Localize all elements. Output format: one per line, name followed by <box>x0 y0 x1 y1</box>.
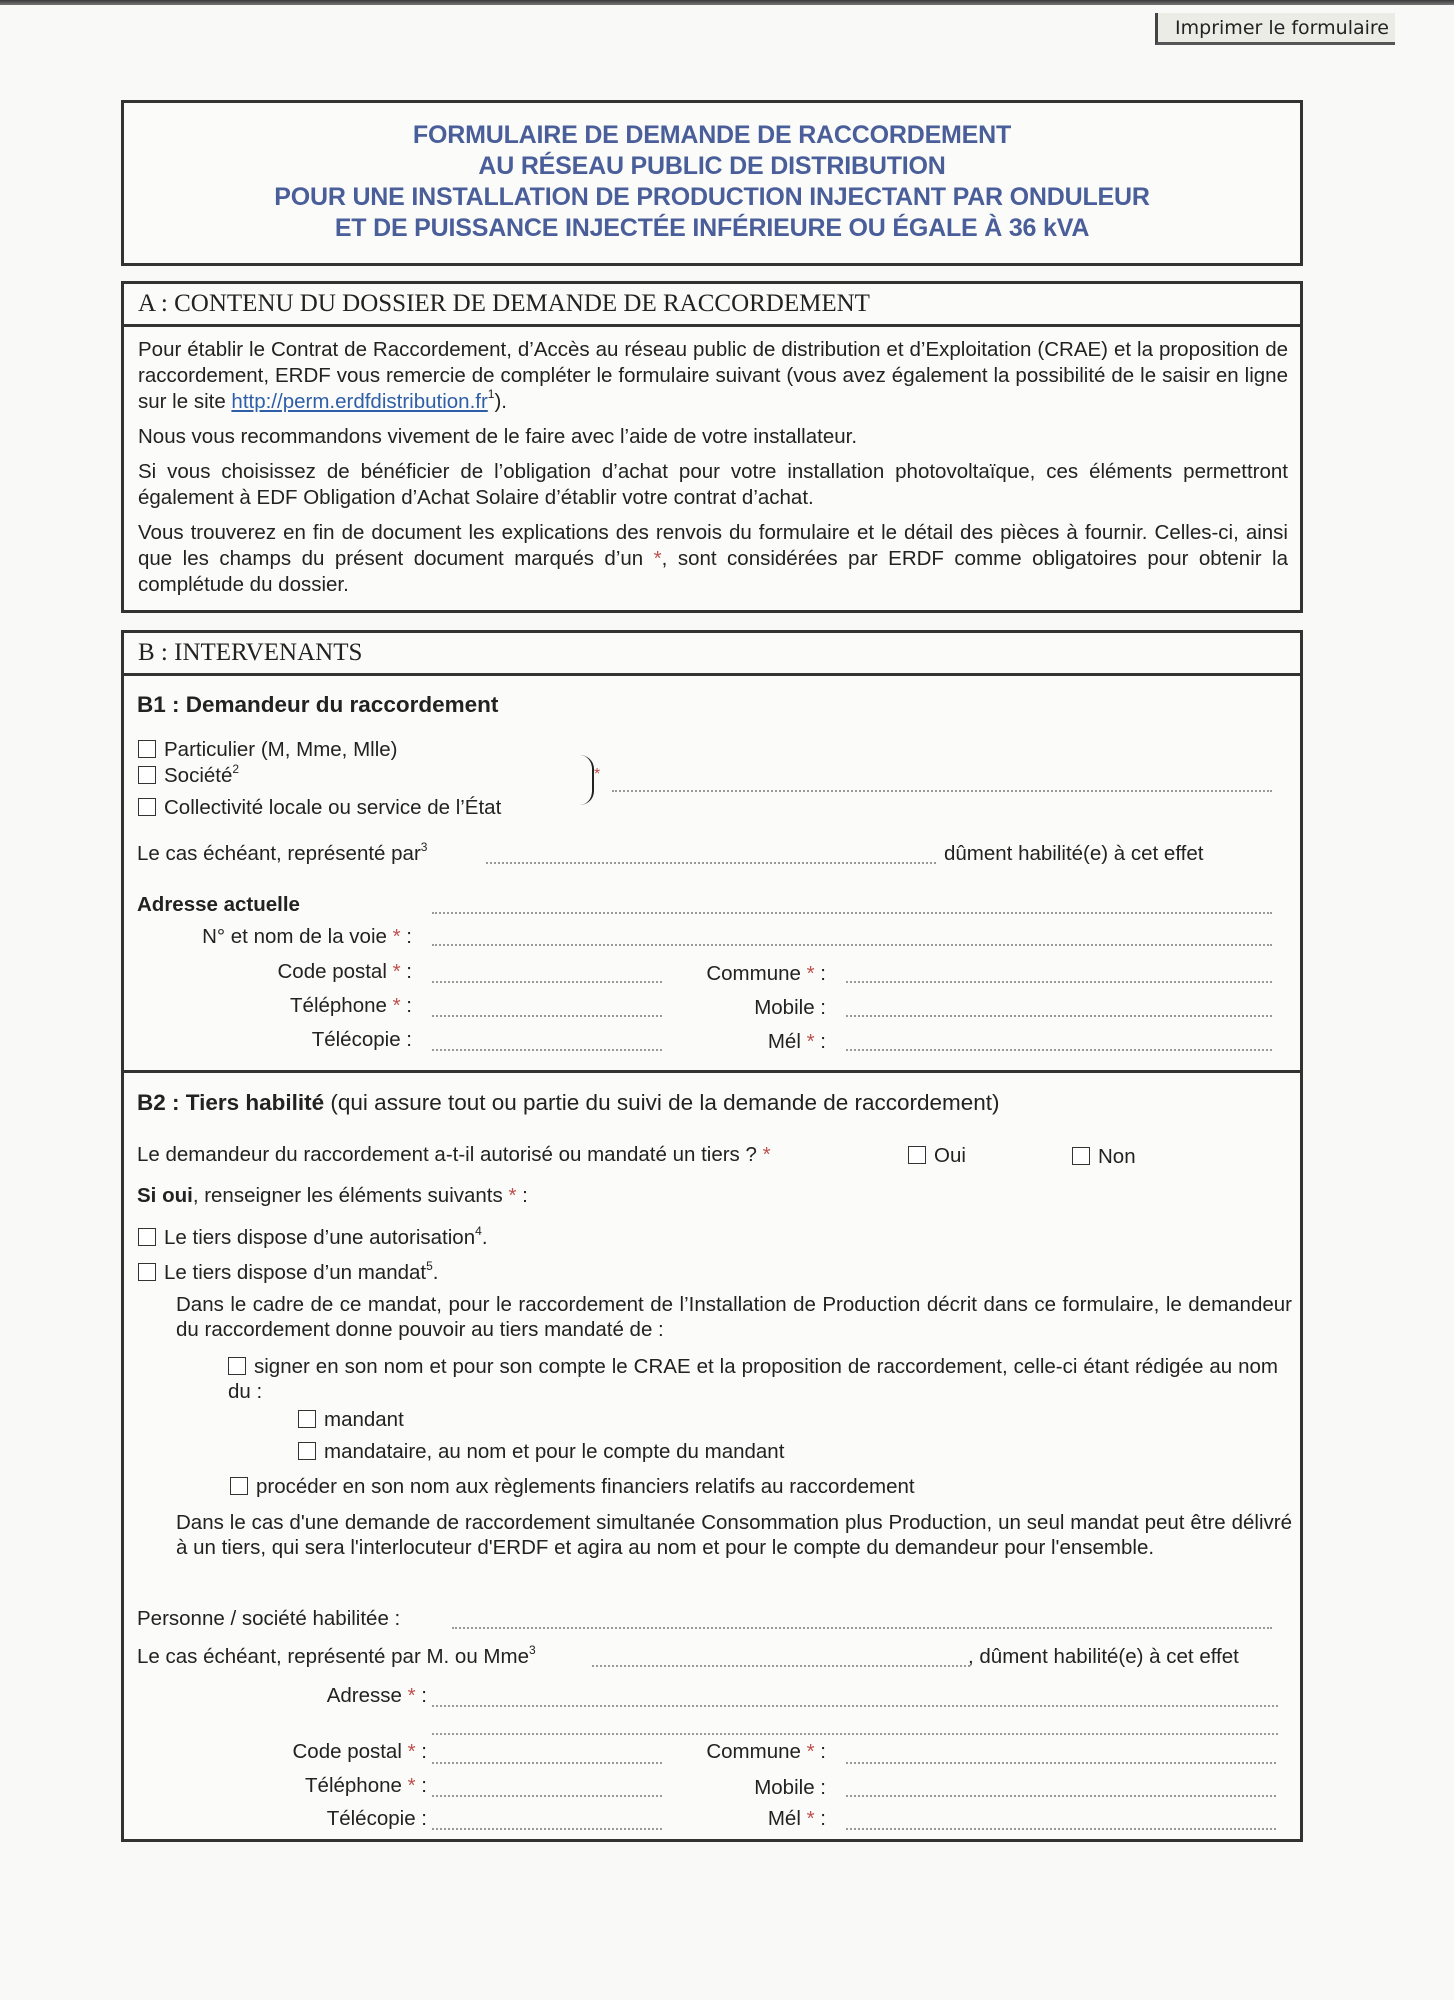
b2-commune-field[interactable] <box>846 1762 1276 1764</box>
phone-field[interactable] <box>432 1015 662 1017</box>
required-star: * <box>594 766 601 783</box>
documents-paragraph <box>138 520 1288 598</box>
checkbox[interactable] <box>230 1477 248 1495</box>
checkbox[interactable] <box>138 740 156 758</box>
option-label: procéder en son nom aux règlements financiers relatifs au raccordement <box>256 1475 915 1498</box>
b2-represented-by-suffix: , dûment habilité(e) à cet effet <box>968 1645 1239 1668</box>
b2-commune-label: Commune * : <box>706 1740 826 1763</box>
authorization-option[interactable]: Le tiers dispose d’une autorisation$^4$. <box>138 1226 488 1250</box>
form-title-box <box>121 100 1303 266</box>
represented-by-field[interactable] <box>486 862 936 864</box>
top-edge <box>0 0 1454 5</box>
option-label: signer en son nom et pour son compte le CRAE et la proposition de raccordement, celle-ci étant rédigée au nom du : <box>228 1355 1278 1403</box>
intro-text-end: ). <box>494 390 508 413</box>
b2-mobile-field[interactable] <box>846 1795 1276 1797</box>
email-field[interactable] <box>846 1049 1272 1051</box>
option-label: Oui <box>934 1144 966 1167</box>
title-line: ET DE PUISSANCE INJECTÉE INFÉRIEURE OU ÉGALE À 36 kVA <box>334 214 1090 242</box>
required-star: * <box>653 547 662 570</box>
applicant-type-collectivite[interactable] <box>138 796 501 820</box>
current-address-heading: Adresse actuelle <box>137 893 300 916</box>
section-a-heading: A : CONTENU DU DOSSIER DE DEMANDE DE RACCORDEMENT <box>124 284 1300 327</box>
street-field[interactable] <box>432 944 1272 946</box>
b2-phone-field[interactable] <box>432 1795 662 1797</box>
mandate-yes-option[interactable] <box>908 1144 966 1168</box>
option-label: Société <box>164 764 233 787</box>
represented-by-label: Le cas échéant, représenté par$^3$ <box>137 840 428 865</box>
applicant-type-societe[interactable] <box>138 764 239 788</box>
section-b-heading: B : INTERVENANTS <box>124 633 1300 676</box>
b2-title: B2 : Tiers habilité (qui assure tout ou partie du suivi de la demande de raccordement) <box>137 1090 1000 1115</box>
b1-b2-divider <box>121 1070 1303 1073</box>
mandate-question: Le demandeur du raccordement a-t-il autorisé ou mandaté un tiers ? * <box>137 1143 771 1166</box>
b2-postal-code-label: Code postal * : <box>292 1740 427 1763</box>
checkbox[interactable] <box>228 1357 246 1375</box>
option-label: Particulier (M, Mme, Mlle) <box>164 738 398 761</box>
b2-address-field-line2[interactable] <box>432 1733 1278 1735</box>
erdf-link[interactable]: http://perm.erdfdistribution.fr <box>231 390 488 413</box>
checkbox[interactable] <box>298 1410 316 1428</box>
mandate-description: Dans le cadre de ce mandat, pour le raccordement de l’Installation de Production décrit dans ce formulaire, le demandeur du raccordement donne pouvoir au tiers mandaté de : <box>176 1293 1292 1341</box>
purchase-obligation-paragraph: Si vous choisissez de bénéficier de l’obligation d’achat pour votre installation photovoltaïque, ces éléments permettront également à EDF Obligation d’Achat Solaire d’établir votre contrat d’achat. <box>138 460 1288 509</box>
fax-label: Télécopie : <box>311 1028 412 1051</box>
documents-text-end: , sont considérées par ERDF comme obligatoires pour obtenir la complétude du dossier. <box>138 547 1289 596</box>
b2-fax-label: Télécopie : <box>326 1807 427 1830</box>
b2-postal-code-field[interactable] <box>432 1762 662 1764</box>
postal-code-field[interactable] <box>432 981 662 983</box>
commune-field[interactable] <box>846 981 1272 983</box>
street-label: N° et nom de la voie * : <box>202 925 412 948</box>
mandate-option[interactable]: Le tiers dispose d’un mandat$^5$. <box>138 1261 439 1285</box>
footnote-ref: 1 <box>487 387 495 401</box>
brace-icon <box>578 755 594 805</box>
intro-text: Pour établir le Contrat de Raccordement, d’Accès au réseau public de distribution et d’Exploitation (CRAE) et la proposition de raccordement, ERDF vous remercie de compléter le formulaire suivant (vous avez également la possibilité de le saisir en ligne sur le site <box>138 338 1288 413</box>
title-line: AU RÉSEAU PUBLIC DE DISTRIBUTION <box>478 152 946 180</box>
payments-option[interactable] <box>230 1475 915 1499</box>
authorized-person-label: Personne / société habilitée : <box>137 1607 401 1630</box>
documents-text: Vous trouverez en fin de document les explications des renvois du formulaire et le détail des pièces à fournir. Celles-ci, ainsi que les champs du présent document marqués d’un <box>138 521 1288 570</box>
applicant-name-field[interactable] <box>612 790 1272 792</box>
commune-label: Commune * : <box>706 962 826 985</box>
mandant-option[interactable] <box>298 1408 404 1432</box>
option-label: Non <box>1098 1145 1136 1168</box>
mandate-no-option[interactable] <box>1072 1145 1136 1169</box>
checkbox[interactable] <box>138 766 156 784</box>
footnote-ref: 2 <box>232 762 240 776</box>
mobile-label: Mobile : <box>754 996 826 1019</box>
option-label: Le tiers dispose d’une autorisation <box>164 1226 476 1249</box>
mandataire-option[interactable] <box>298 1440 784 1464</box>
b2-represented-by-field[interactable] <box>592 1665 970 1667</box>
b2-email-field[interactable] <box>846 1828 1276 1830</box>
authorized-person-field[interactable] <box>452 1627 1272 1629</box>
intro-paragraph <box>138 337 1288 415</box>
recommendation-paragraph: Nous vous recommandons vivement de le faire avec l’aide de votre installateur. <box>138 425 858 448</box>
address-line-field[interactable] <box>432 912 1272 914</box>
option-label: Le tiers dispose d’un mandat <box>164 1261 427 1284</box>
checkbox[interactable] <box>908 1146 926 1164</box>
email-label: Mél * : <box>767 1030 826 1053</box>
print-form-button[interactable]: Imprimer le formulaire <box>1155 13 1395 45</box>
b2-address-field[interactable] <box>432 1705 1278 1707</box>
applicant-type-particulier[interactable] <box>138 738 398 762</box>
b2-represented-by-label: Le cas échéant, représenté par M. ou Mme$^3$ <box>137 1643 536 1668</box>
checkbox[interactable] <box>1072 1147 1090 1165</box>
section-a <box>121 281 1303 613</box>
b2-email-label: Mél * : <box>767 1807 826 1830</box>
checkbox[interactable] <box>138 1228 156 1246</box>
fax-field[interactable] <box>432 1049 662 1051</box>
title-line: POUR UNE INSTALLATION DE PRODUCTION INJECTANT PAR ONDULEUR <box>274 183 1150 211</box>
b1-title: B1 : Demandeur du raccordement <box>137 692 499 717</box>
phone-label: Téléphone * : <box>290 994 412 1017</box>
checkbox[interactable] <box>138 798 156 816</box>
sign-option[interactable] <box>228 1354 1278 1404</box>
mobile-field[interactable] <box>846 1015 1272 1017</box>
simultaneous-request-note: Dans le cas d'une demande de raccordement simultanée Consommation plus Production, un seul mandat peut être délivré à un tiers, qui sera l'interlocuteur d'ERDF et agira au nom et pour le compte du demandeur pour l'ensemble. <box>176 1511 1292 1559</box>
b2-fax-field[interactable] <box>432 1828 662 1830</box>
if-yes-instruction: Si oui, renseigner les éléments suivants * : <box>137 1184 528 1207</box>
checkbox[interactable] <box>298 1442 316 1460</box>
title-line: FORMULAIRE DE DEMANDE DE RACCORDEMENT <box>412 121 1012 149</box>
option-label: mandant <box>324 1408 404 1431</box>
b2-address-label: Adresse * : <box>326 1684 427 1707</box>
represented-by-suffix: dûment habilité(e) à cet effet <box>944 842 1204 865</box>
b2-phone-label: Téléphone * : <box>305 1774 427 1797</box>
option-label: Collectivité locale ou service de l’État <box>164 796 502 819</box>
checkbox[interactable] <box>138 1263 156 1281</box>
postal-code-label: Code postal * : <box>277 960 412 983</box>
option-label: mandataire, au nom et pour le compte du mandant <box>324 1440 785 1463</box>
b2-mobile-label: Mobile : <box>754 1776 826 1799</box>
